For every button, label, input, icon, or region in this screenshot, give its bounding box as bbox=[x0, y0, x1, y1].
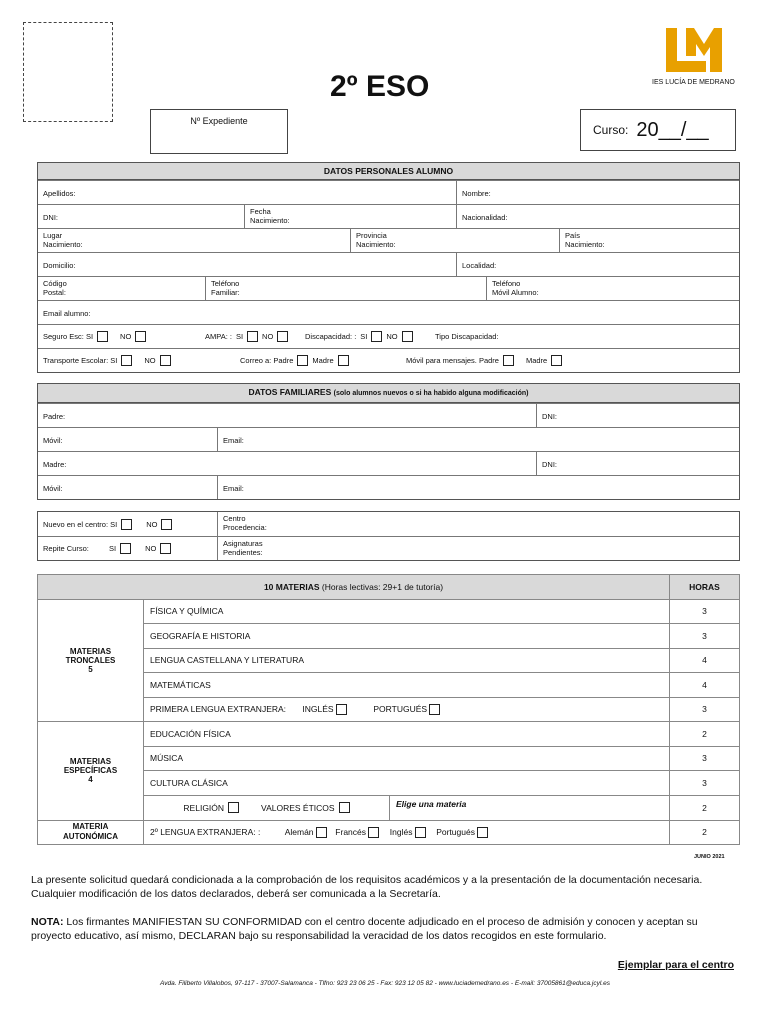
hours-musica: 3 bbox=[670, 746, 740, 771]
apellidos-field[interactable]: Apellidos: bbox=[43, 189, 76, 198]
correo-label: Correo a: Padre bbox=[240, 356, 294, 365]
familiar-title-text: DATOS FAMILIARES bbox=[248, 387, 332, 397]
ingles2-label: Inglés bbox=[389, 826, 413, 837]
nuevo-no-checkbox[interactable] bbox=[161, 519, 172, 530]
personal-title: DATOS PERSONALES ALUMNO bbox=[38, 163, 739, 180]
subject-lcl: LENGUA CASTELLANA Y LITERATURA bbox=[144, 648, 670, 673]
expediente-label: Nº Expediente bbox=[190, 116, 248, 126]
seguro-si-checkbox[interactable] bbox=[97, 331, 108, 342]
ampa-label: AMPA: : bbox=[205, 332, 232, 341]
disc-si-label: SI bbox=[360, 332, 368, 341]
procedencia-field[interactable]: Centro Procedencia: bbox=[217, 512, 739, 536]
materias-header bbox=[38, 575, 670, 600]
pais-nac-field[interactable]: País Nacimiento: bbox=[559, 229, 739, 252]
personal-section bbox=[37, 162, 740, 373]
curso-box[interactable] bbox=[580, 109, 736, 151]
seguro-no-checkbox[interactable] bbox=[135, 331, 146, 342]
hours-ple: 3 bbox=[670, 697, 740, 722]
school-name: IES LUCÍA DE MEDRANO bbox=[652, 79, 735, 86]
hours-cc: 3 bbox=[670, 771, 740, 796]
ampa-si-checkbox[interactable] bbox=[247, 331, 258, 342]
ingles-label: INGLÉS bbox=[302, 703, 334, 714]
subject-ef: EDUCACIÓN FÍSICA bbox=[144, 722, 670, 747]
repite-label: Repite Curso: bbox=[43, 544, 89, 553]
madre-field[interactable]: Madre: bbox=[43, 460, 67, 469]
ple-label: PRIMERA LENGUA EXTRANJERA: bbox=[150, 703, 287, 714]
movil-msg-label: Móvil para mensajes. Padre bbox=[406, 356, 499, 365]
curso-value: 20__/__ bbox=[636, 118, 709, 141]
correo-madre-label: Madre bbox=[312, 356, 334, 365]
movil-madre-label: Madre bbox=[525, 356, 548, 365]
subject-sle bbox=[144, 820, 670, 845]
aleman-checkbox[interactable] bbox=[316, 827, 327, 838]
doc-date: JUNIO 2021 bbox=[694, 854, 725, 860]
nota-label: NOTA: bbox=[31, 916, 64, 928]
repite-si-checkbox[interactable] bbox=[120, 543, 131, 554]
lugar-nac-field[interactable]: Lugar Nacimiento: bbox=[43, 231, 83, 249]
familiar-subtitle: (solo alumnos nuevos o si ha habido alguna modificación) bbox=[333, 390, 529, 397]
familiar-section bbox=[37, 383, 740, 500]
subject-gh: GEOGRAFÍA E HISTORIA bbox=[144, 624, 670, 649]
pendientes-field[interactable]: Asignaturas Pendientes: bbox=[217, 537, 739, 560]
frances-label: Francés bbox=[335, 826, 367, 837]
repite-no-label: NO bbox=[145, 544, 157, 553]
ingles2-checkbox[interactable] bbox=[415, 827, 426, 838]
sle-label: 2º LENGUA EXTRANJERA: : bbox=[150, 826, 261, 837]
portugues-label: PORTUGUÉS bbox=[373, 703, 428, 714]
school-logo bbox=[664, 26, 726, 74]
centro-section bbox=[37, 511, 740, 561]
materias-header-rest: (Horas lectivas: 29+1 de tutoría) bbox=[319, 581, 444, 592]
subject-mat: MATEMÁTICAS bbox=[144, 673, 670, 698]
materias-header-bold: 10 MATERIAS bbox=[263, 581, 320, 592]
hours-lcl: 4 bbox=[670, 648, 740, 673]
materias-table bbox=[37, 574, 740, 845]
padre-email-field[interactable]: Email: bbox=[217, 428, 739, 451]
hours-gh: 3 bbox=[670, 624, 740, 649]
repite-si-label: SI bbox=[109, 544, 117, 553]
valores-checkbox[interactable] bbox=[339, 802, 350, 813]
correo-madre-checkbox[interactable] bbox=[338, 355, 349, 366]
repite-no-checkbox[interactable] bbox=[160, 543, 171, 554]
nuevo-label: Nuevo en el centro: SI bbox=[43, 519, 118, 529]
hours-ef: 2 bbox=[670, 722, 740, 747]
page-title: 2º ESO bbox=[330, 70, 430, 103]
aleman-label: Alemán bbox=[284, 826, 314, 837]
autonomica-group: MATERIA AUTONÓMICA bbox=[38, 820, 144, 845]
subject-elige bbox=[144, 795, 670, 820]
nuevo-si-checkbox[interactable] bbox=[121, 519, 132, 530]
subject-musica: MÚSICA bbox=[144, 746, 670, 771]
hours-elige: 2 bbox=[670, 795, 740, 820]
ampa-no-checkbox[interactable] bbox=[277, 331, 288, 342]
nuevo-no-label: NO bbox=[146, 519, 158, 529]
frances-checkbox[interactable] bbox=[368, 827, 379, 838]
ingles-checkbox[interactable] bbox=[336, 704, 347, 715]
familiar-title bbox=[38, 384, 739, 403]
transporte-si-checkbox[interactable] bbox=[121, 355, 132, 366]
ejemplar-label: Ejemplar para el centro bbox=[617, 959, 734, 971]
ampa-si-label: SI bbox=[235, 332, 244, 341]
padre-field[interactable]: Padre: bbox=[43, 412, 66, 421]
padre-dni-field[interactable]: DNI: bbox=[536, 404, 739, 427]
transporte-no-checkbox[interactable] bbox=[160, 355, 171, 366]
nacionalidad-field[interactable]: Nacionalidad: bbox=[456, 205, 739, 228]
hours-mat: 4 bbox=[670, 673, 740, 698]
movil-padre-checkbox[interactable] bbox=[503, 355, 514, 366]
tipo-disc-field[interactable]: Tipo Discapacidad: bbox=[435, 332, 499, 341]
madre-email-field[interactable]: Email: bbox=[217, 476, 739, 499]
religion-label: RELIGIÓN bbox=[183, 802, 225, 813]
footer-paragraph: La presente solicitud quedará condicionada a la comprobación de los requisitos académicos y a la presentación de la documentación necesaria. Cualquier modificación de los datos declarados, deberá ser comunicada a la Secretaría. bbox=[31, 874, 703, 900]
horas-header: HORAS bbox=[670, 575, 740, 600]
transporte-no-label: NO bbox=[144, 356, 156, 365]
nombre-field[interactable]: Nombre: bbox=[456, 181, 739, 204]
valores-label: VALORES ÉTICOS bbox=[261, 802, 335, 813]
seguro-label: Seguro Esc: SI bbox=[43, 332, 94, 341]
portugues2-label: Portugués bbox=[436, 826, 475, 837]
subject-fq: FÍSICA Y QUÍMICA bbox=[144, 599, 670, 624]
padre-movil-field[interactable]: Móvil: bbox=[43, 436, 63, 445]
provincia-nac-field[interactable]: Provincia Nacimiento: bbox=[350, 229, 559, 252]
curso-label: Curso: bbox=[593, 123, 629, 137]
address-line: Avda. Filiberto Villalobos, 97-117 - 37007-Salamanca - Tlfno: 923 23 06 25 - Fax: 923 12 05 82 - www.luciademedrano.es - E-mail: 37005861@educa.jcyl.es bbox=[160, 980, 610, 987]
nota-paragraph bbox=[31, 915, 736, 943]
portugues2-checkbox[interactable] bbox=[477, 827, 488, 838]
dni-field[interactable]: DNI: bbox=[43, 213, 58, 222]
subject-ple bbox=[144, 697, 670, 722]
subject-cc: CULTURA CLÁSICA bbox=[144, 771, 670, 796]
hours-sle: 2 bbox=[670, 820, 740, 845]
domicilio-field[interactable]: Domicilio: bbox=[43, 261, 76, 270]
tel-movil-field[interactable]: Teléfono Móvil Alumno: bbox=[486, 277, 739, 300]
localidad-field[interactable]: Localidad: bbox=[456, 253, 739, 276]
madre-dni-field[interactable]: DNI: bbox=[536, 452, 739, 475]
discapacidad-label: Discapacidad: : bbox=[305, 332, 357, 341]
especificas-group: MATERIAS ESPECÍFICAS 4 bbox=[38, 722, 144, 821]
madre-movil-field[interactable]: Móvil: bbox=[43, 484, 63, 493]
nota-text: Los firmantes MANIFIESTAN SU CONFORMIDAD con el centro docente adjudicado en el proceso de admisión y conocen y aceptan su proyecto educativo, así mismo, DECLARAN bajo su responsabilidad la veracidad de los datos recogidos en este formulario. bbox=[31, 916, 698, 942]
disc-no-label: NO bbox=[386, 332, 398, 341]
expediente-box[interactable] bbox=[150, 109, 288, 154]
photo-box bbox=[23, 22, 113, 122]
seguro-no-label: NO bbox=[120, 332, 132, 341]
fecha-nac-field[interactable]: Fecha Nacimiento: bbox=[244, 205, 456, 228]
transporte-label: Transporte Escolar: SI bbox=[43, 356, 118, 365]
movil-madre-checkbox[interactable] bbox=[551, 355, 562, 366]
religion-checkbox[interactable] bbox=[228, 802, 239, 813]
elige-label: Elige una materia bbox=[389, 796, 669, 820]
disc-si-checkbox[interactable] bbox=[371, 331, 382, 342]
cp-field[interactable]: Código Postal: bbox=[43, 279, 67, 297]
tel-familiar-field[interactable]: Teléfono Familiar: bbox=[205, 277, 486, 300]
correo-padre-checkbox[interactable] bbox=[297, 355, 308, 366]
email-field[interactable]: Email alumno: bbox=[43, 309, 91, 318]
portugues-checkbox[interactable] bbox=[429, 704, 440, 715]
hours-fq: 3 bbox=[670, 599, 740, 624]
troncales-group: MATERIAS TRONCALES 5 bbox=[38, 599, 144, 722]
ampa-no-label: NO bbox=[262, 332, 274, 341]
disc-no-checkbox[interactable] bbox=[402, 331, 413, 342]
